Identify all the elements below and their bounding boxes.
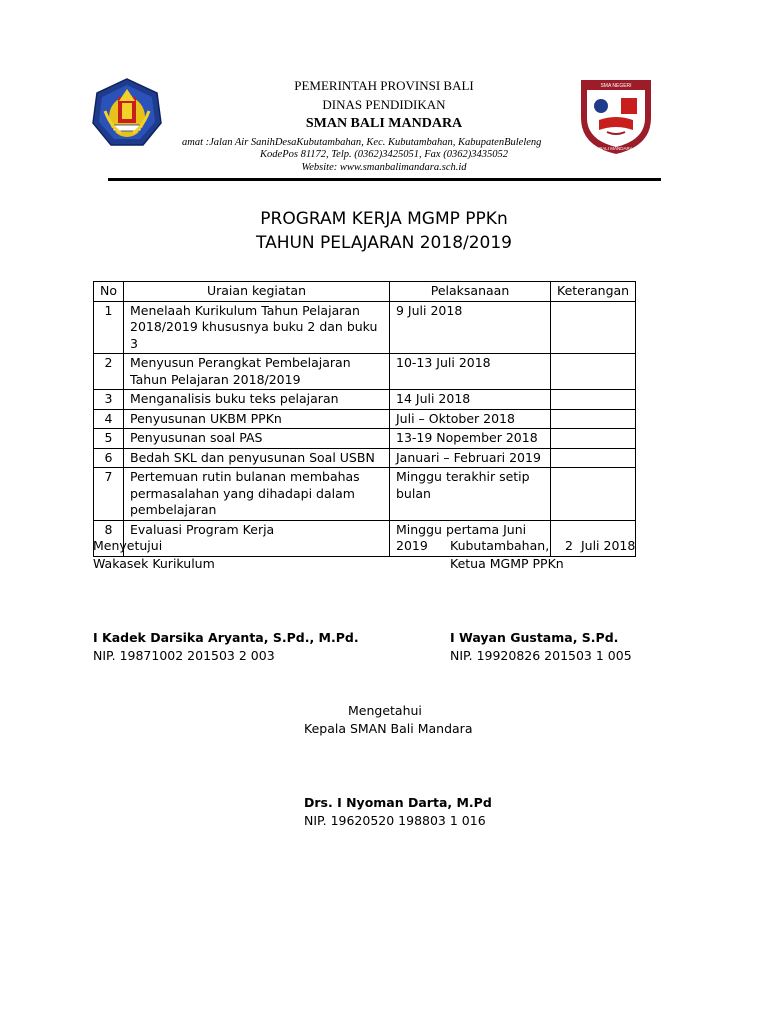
- table-row: [94, 390, 636, 410]
- row-no: 6: [94, 448, 124, 468]
- row-no: 5: [94, 429, 124, 449]
- letterhead-contact: KodePos 81172, Telp. (0362)3425051, Fax (0362)3435052: [260, 149, 508, 160]
- table-row: [94, 409, 636, 429]
- logo-arc-top-text: SMA NEGERI: [600, 83, 632, 89]
- row-no: 2: [94, 354, 124, 390]
- row-no: 1: [94, 301, 124, 354]
- table-row: [94, 429, 636, 449]
- row-no: 3: [94, 390, 124, 410]
- document-title: PROGRAM KERJA MGMP PPKn: [260, 209, 508, 229]
- letterhead-website: Website: www.smanbalimandara.sch.id: [301, 162, 467, 173]
- table-row: [94, 468, 636, 521]
- row-kegiatan: Bedah SKL dan penyusunan Soal USBN: [124, 448, 390, 468]
- row-no: 7: [94, 468, 124, 521]
- sig-bottom-nip: NIP. 19620520 198803 1 016: [304, 813, 486, 828]
- sig-right-nip: NIP. 19920826 201503 1 005: [450, 648, 632, 663]
- row-keterangan: [551, 390, 636, 410]
- sig-bottom-acknowledged-label: Mengetahui: [348, 703, 422, 718]
- row-keterangan: [551, 301, 636, 354]
- sig-bottom-name: Drs. I Nyoman Darta, M.Pd: [304, 795, 492, 810]
- table-row: [94, 301, 636, 354]
- row-kegiatan: Penyusunan soal PAS: [124, 429, 390, 449]
- row-no: 8: [94, 520, 124, 556]
- sig-left-position: Wakasek Kurikulum: [93, 556, 215, 571]
- header-kegiatan: Uraian kegiatan: [124, 282, 390, 302]
- letterhead-government: PEMERINTAH PROVINSI BALI: [294, 78, 474, 93]
- sig-right-place-date: Kubutambahan, 2 Juli 2018: [450, 538, 636, 553]
- sig-left-nip: NIP. 19871002 201503 2 003: [93, 648, 275, 663]
- letterhead-department: DINAS PENDIDIKAN: [322, 97, 446, 112]
- table-row: [94, 354, 636, 390]
- row-pelaksanaan: Juli – Oktober 2018: [390, 409, 551, 429]
- sig-left-approval-label: Menyetujui: [93, 538, 163, 553]
- sig-bottom-position: Kepala SMAN Bali Mandara: [304, 721, 473, 736]
- row-kegiatan: Evaluasi Program Kerja: [124, 520, 390, 556]
- row-pelaksanaan: Januari – Februari 2019: [390, 448, 551, 468]
- row-no: 4: [94, 409, 124, 429]
- row-keterangan: [551, 354, 636, 390]
- row-keterangan: [551, 409, 636, 429]
- sig-left-name: I Kadek Darsika Aryanta, S.Pd., M.Pd.: [93, 630, 359, 645]
- table-row: [94, 448, 636, 468]
- document-subtitle: TAHUN PELAJARAN 2018/2019: [256, 233, 512, 253]
- row-kegiatan: Menganalisis buku teks pelajaran: [124, 390, 390, 410]
- header-pelaksanaan: Pelaksanaan: [390, 282, 551, 302]
- header-keterangan: Keterangan: [551, 282, 636, 302]
- row-kegiatan: Pertemuan rutin bulanan membahas permasalahan yang dihadapi dalam pembelajaran: [124, 468, 390, 521]
- letterhead-divider: [108, 178, 661, 181]
- sig-right-name: I Wayan Gustama, S.Pd.: [450, 630, 619, 645]
- row-pelaksanaan: 13-19 Nopember 2018: [390, 429, 551, 449]
- row-pelaksanaan: 10-13 Juli 2018: [390, 354, 551, 390]
- sig-right-position: Ketua MGMP PPKn: [450, 556, 564, 571]
- row-keterangan: [551, 468, 636, 521]
- row-kegiatan: Menyusun Perangkat Pembelajaran Tahun Pelajaran 2018/2019: [124, 354, 390, 390]
- program-table: [93, 281, 636, 557]
- header-no: No: [94, 282, 124, 302]
- row-keterangan: [551, 448, 636, 468]
- row-pelaksanaan: Minggu terakhir setip bulan: [390, 468, 551, 521]
- table-header-row: [94, 282, 636, 302]
- row-pelaksanaan: 9 Juli 2018: [390, 301, 551, 354]
- logo-arc-bottom-text: BALI MANDARA: [599, 146, 633, 151]
- row-keterangan: [551, 429, 636, 449]
- row-kegiatan: Menelaah Kurikulum Tahun Pelajaran 2018/2019 khususnya buku 2 dan buku 3: [124, 301, 390, 354]
- row-pelaksanaan: Minggu pertama Juni 2019: [390, 520, 551, 556]
- letterhead-address: amat :Jalan Air SanihDesaKubutambahan, Kec. Kubutambahan, KabupatenBuleleng: [182, 137, 542, 148]
- letterhead-school-name: SMAN BALI MANDARA: [305, 116, 463, 131]
- row-pelaksanaan: 14 Juli 2018: [390, 390, 551, 410]
- row-kegiatan: Penyusunan UKBM PPKn: [124, 409, 390, 429]
